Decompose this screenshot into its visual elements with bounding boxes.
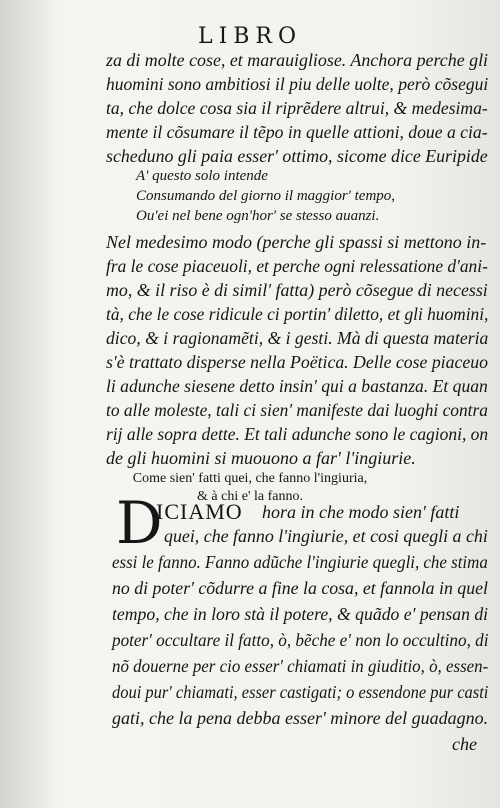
text-line: poter' occultare il fatto, ò, bẽche e' non lo occultino, di: [112, 630, 489, 650]
text-line: hora in che modo sien' fatti: [262, 502, 460, 522]
text-line: quei, che fanno l'ingiurie, et cosi quegli a chi: [164, 526, 488, 546]
drop-cap-continuation: ICIAMO: [156, 499, 243, 524]
text-line: huomini sono ambitiosi il piu delle uolte, però cõsegui: [106, 74, 489, 94]
text-line: s'è trattato disperse nella Poëtica. Delle cose piaceuo: [106, 352, 488, 372]
section-title-line: Come sien' fatti quei, che fanno l'ingiuria,: [132, 471, 368, 486]
text-line: essi le fanno. Fanno adũche l'ingiurie quegli, che stima: [112, 552, 488, 572]
text-line: mo, & il riso è di simil' fatta) però cõsegue di necessi: [106, 280, 488, 300]
verse-line: Consumando del giorno il maggior' tempo,: [136, 188, 396, 204]
text-line: gati, che la pena debba esser' minore del guadagno.: [112, 708, 489, 728]
section-title-line: & à chi e' la fanno.: [197, 489, 303, 504]
gutter-shadow: [0, 0, 60, 808]
text-line: to alle moleste, tali ci sien' manifeste dai luoghi contra: [106, 400, 488, 420]
verse-line: Ou'ei nel bene ogn'hor' se stesso auanzi.: [136, 208, 380, 224]
text-line: rij alle sopra dette. Et tali adunche sono le cagioni, on: [106, 424, 489, 444]
text-line: de gli huomini si muouono a far' l'ingiurie.: [106, 448, 416, 468]
text-line: tempo, che in loro stà il potere, & quãdo e' pensan di: [112, 604, 489, 624]
text-line: fra le cose piaceuoli, et perche ogni relessatione d'ani-: [106, 256, 488, 276]
running-header: LIBRO: [197, 24, 303, 49]
text-line: scheduno gli paia esser' ottimo, sicome dice Euripide: [106, 146, 488, 166]
text-line: za di molte cose, et marauigliose. Anchora perche gli: [106, 50, 489, 70]
drop-cap: D: [116, 489, 163, 557]
verse-line: A' questo solo intende: [136, 168, 268, 184]
catchword: che: [452, 734, 477, 754]
text-line: ta, che dolce cosa sia il riprẽdere altrui, & medesima-: [106, 98, 488, 118]
text-line: doui pur' chiamati, esser castigati; o essendone pur casti: [112, 682, 489, 702]
text-line: li adunche siesene detto insin' qui a bastanza. Et quan: [106, 376, 488, 396]
text-line: dico, & i ragionamẽti, & i gesti. Mà di questa materia: [106, 328, 489, 348]
text-line: no di poter' cõdurre a fine la cosa, et fannola in quel: [112, 578, 488, 598]
text-line: mente il cõsumare il tẽpo in quelle attioni, doue a cia-: [106, 122, 488, 142]
text-line: tà, che le cose ridicule ci portin' diletto, et gli huomini,: [106, 304, 489, 324]
text-line: Nel medesimo modo (perche gli spassi si mettono in-: [106, 232, 487, 252]
text-line: nõ douerne per cio esser' chiamati in giuditio, ò, essen-: [112, 656, 489, 676]
